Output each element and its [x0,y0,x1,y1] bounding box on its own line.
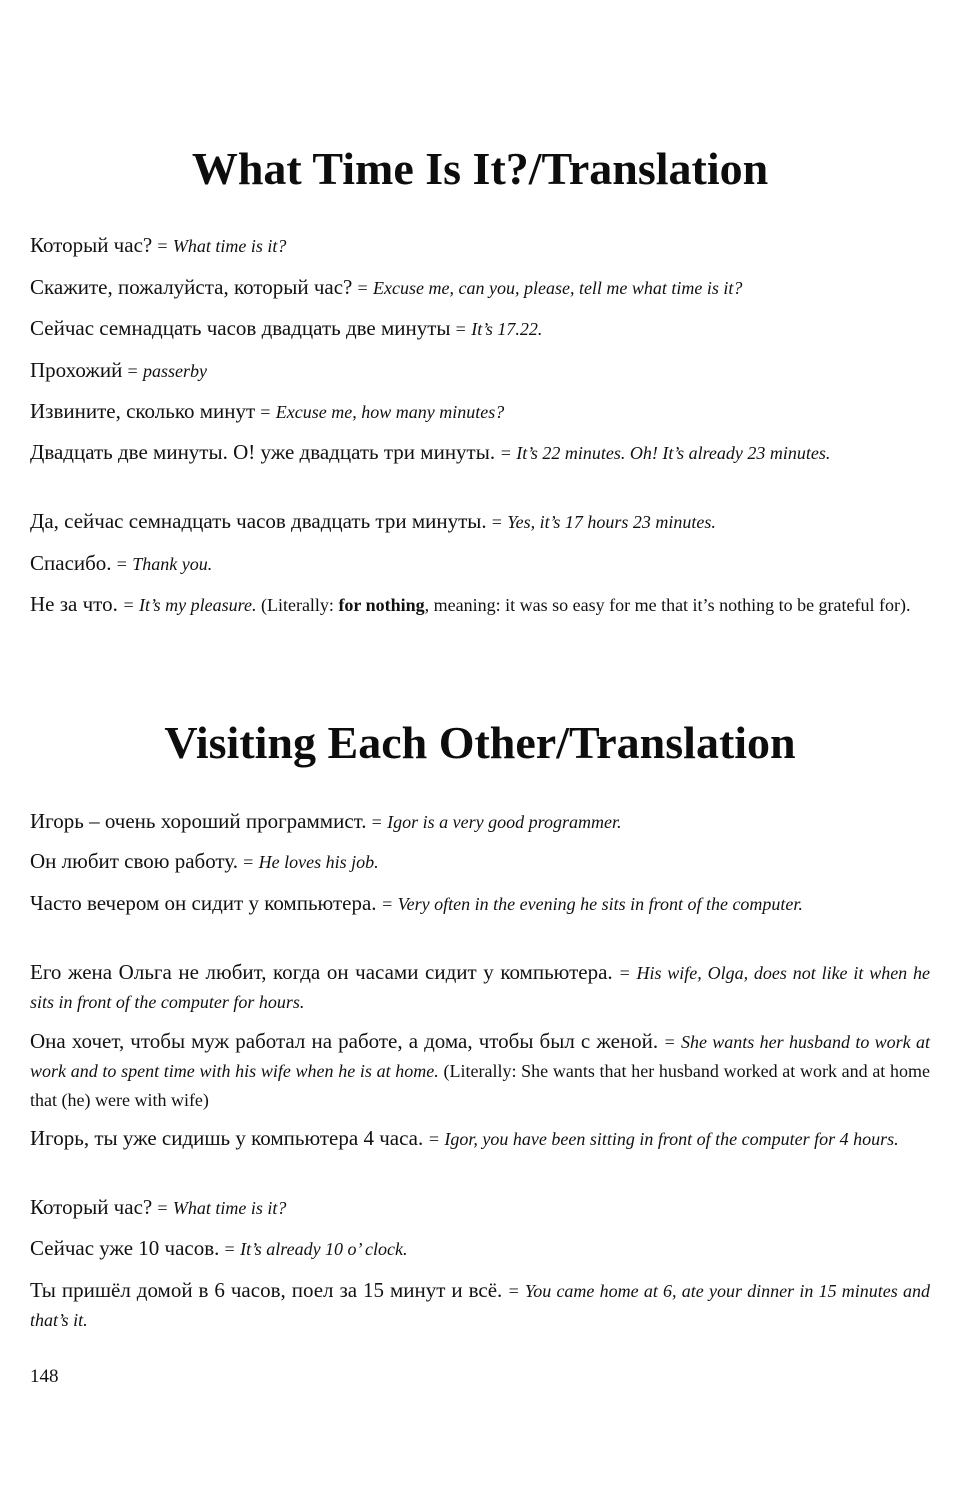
phrase-entry: Сейчас уже 10 часов. = It’s already 10 o’ clock. [30,1236,408,1260]
page-number: 148 [30,1366,59,1387]
phrase-entry: Да, сейчас семнадцать часов двадцать три минуты. = Yes, it’s 17 hours 23 minutes. [30,509,716,533]
phrase-entry: Двадцать две минуты. О! уже двадцать три минуты. = It’s 22 minutes. Oh! It’s already 23 minutes. [30,440,831,464]
phrase-entry: Скажите, пожалуйста, который час? = Excuse me, can you, please, tell me what time is it? [30,275,743,299]
section-title: What Time Is It?/Translation [191,143,769,194]
phrase-entry: Он любит свою работу. = He loves his job. [30,849,379,873]
phrase-entry: Извините, сколько минут = Excuse me, how many minutes? [30,399,505,423]
phrase-entry: Который час? = What time is it? [30,1195,287,1219]
phrase-entry: Часто вечером он сидит у компьютера. = Very often in the evening he sits in front of the computer. [30,891,803,915]
literal-note: (Literally: She wants that her husband worked at work and at home that (he) were with wife) [30,1061,930,1110]
phrase-entry: Его жена Ольга не любит, когда он часами сидит у компьютера. = His wife, Olga, does not like it when he sits in front of the computer for hours. [30,960,930,1012]
phrase-entry: Прохожий = passerby [30,358,207,382]
phrase-entry: Она хочет, чтобы муж работал на работе, а дома, чтобы был с женой. = She wants her husband to work at work and to spent time with his wife when he is at home. (Literally: She wants that her husband worked at work and at home that (he) were with wife) [30,1029,931,1110]
phrase-entry: Который час? = What time is it? [30,233,287,257]
section-title: Visiting Each Other/Translation [164,717,796,768]
phrase-entry: Игорь – очень хороший программист. = Igor is a very good programmer. [30,809,622,833]
phrase-entry: Сейчас семнадцать часов двадцать две минуты = It’s 17.22. [30,316,543,340]
phrase-entry: Ты пришёл домой в 6 часов, поел за 15 минут и всё. = You came home at 6, ate your dinner in 15 minutes and that’s it. [30,1278,931,1330]
phrase-entry: Не за что. = It’s my pleasure. (Literally: for nothing, meaning: it was so easy for me that it’s nothing to be grateful for). [30,592,911,616]
phrase-entry: Спасибо. = Thank you. [30,551,213,575]
phrase-entry: Игорь, ты уже сидишь у компьютера 4 часа. = Igor, you have been sitting in front of the computer for 4 hours. [30,1126,899,1150]
literal-note: (Literally: for nothing, meaning: it was so easy for me that it’s nothing to be grateful for). [260,595,911,615]
